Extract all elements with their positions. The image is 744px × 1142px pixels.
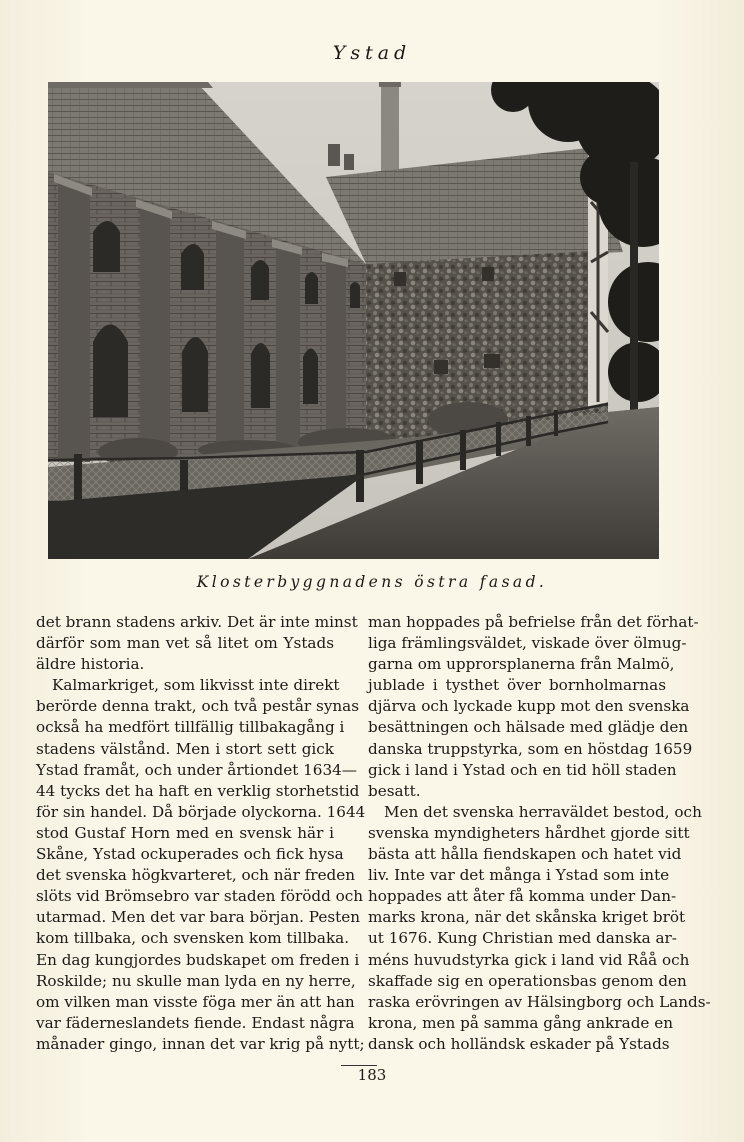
- text-line: om vilken man visste föga mer än att han: [36, 992, 355, 1011]
- text-line: ut 1676. Kung Christian med danska ar-: [368, 929, 677, 948]
- text-line: En dag kungjordes budskapet om freden i: [36, 950, 360, 969]
- text-line: äldre historia.: [36, 655, 145, 674]
- text-line: besatt.: [368, 781, 421, 800]
- text-line: danska truppstyrka, som en höstdag 1659: [368, 739, 693, 758]
- text-line: stod Gustaf Horn med en svensk här i: [36, 823, 334, 842]
- text-line: därför som man vet så litet om Ystads: [36, 634, 334, 653]
- text-line: krona, men på samma gång ankrade en: [368, 1013, 674, 1032]
- text-line: marks krona, när det skånska kriget bröt: [368, 908, 686, 927]
- running-head-title: Ystad: [332, 42, 412, 64]
- text-line: det svenska högkvarteret, och när freden: [36, 866, 356, 885]
- text-line: gick i land i Ystad och en tid höll staden: [368, 760, 677, 779]
- text-line: bästa att hålla fiendskapen och hatet vid: [368, 845, 682, 864]
- page-number: 183: [357, 1066, 387, 1084]
- left-text-column: [36, 612, 366, 1055]
- text-line: raska erövringen av Hälsingborg och Lands-: [368, 992, 711, 1011]
- monastery-photograph: [48, 82, 659, 559]
- text-line: svenska myndigheters hårdhet gjorde sitt: [368, 823, 690, 842]
- text-line: jublade i tysthet över bornholmarnas: [368, 676, 666, 695]
- text-line: djärva och lyckade kupp mot den svenska: [368, 697, 690, 716]
- right-text-column: [368, 612, 711, 1055]
- text-line: besättningen och hälsade med glädje den: [368, 718, 689, 737]
- text-line: slöts vid Brömsebro var staden förödd och: [36, 887, 364, 906]
- text-line: det brann stadens arkiv. Det är inte minst: [36, 613, 358, 631]
- text-line: liv. Inte var det många i Ystad som inte: [368, 866, 670, 885]
- text-line: dansk och holländsk eskader på Ystads: [368, 1034, 670, 1053]
- text-line: garna om upprorsplanerna från Malmö,: [368, 655, 675, 674]
- text-line: Roskilde; nu skulle man lyda en ny herre,: [36, 971, 356, 990]
- text-line: berörde denna trakt, och två pestår synas: [36, 697, 360, 716]
- text-line: Skåne, Ystad ockuperades och fick hysa: [36, 845, 344, 864]
- text-line: 44 tycks det ha haft en verklig storhetstid: [36, 781, 360, 800]
- text-line: Men det svenska herraväldet bestod, och: [384, 802, 702, 821]
- text-line: hoppades att åter få komma under Dan-: [368, 887, 677, 906]
- text-line: också ha medfört tillfällig tillbakagång i: [36, 718, 345, 737]
- text-line: för sin handel. Då började olyckorna. 1644: [36, 802, 366, 821]
- text-line: skaffade sig en operationsbas genom den: [368, 971, 687, 990]
- text-line: var fäderneslandets fiende. Endast några: [36, 1013, 355, 1032]
- text-line: méns huvudstyrka gick i land vid Råå och: [368, 950, 690, 969]
- text-line: man hoppades på befrielse från det förhat-: [368, 613, 699, 631]
- photo-drawing: [48, 82, 659, 559]
- text-line: stadens välstånd. Men i stort sett gick: [36, 739, 334, 758]
- text-line: Ystad framåt, och under årtiondet 1634—: [36, 760, 357, 779]
- text-line: kom tillbaka, och svensken kom tillbaka.: [36, 929, 350, 948]
- text-line: liga främlingsväldet, viskade över ölmug-: [368, 634, 687, 653]
- text-line: månader gingo, innan det var krig på nytt;: [36, 1034, 365, 1053]
- text-line: utarmad. Men det var bara början. Pesten: [36, 908, 360, 927]
- text-line: Kalmarkriget, som likvisst inte direkt: [52, 676, 340, 695]
- figure-caption: Klosterbyggnadens östra fasad.: [196, 573, 548, 591]
